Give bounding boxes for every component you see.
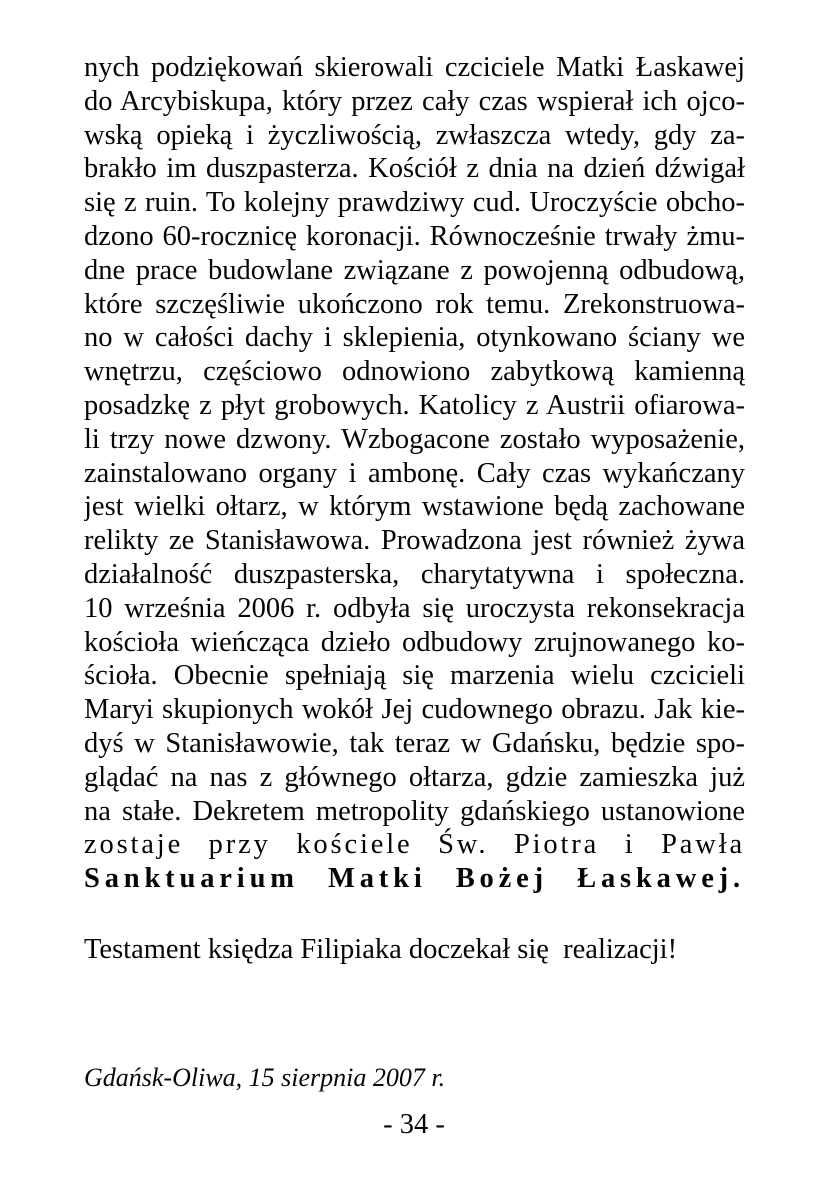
text-line: ścioła. Obecnie spełniają się marzenia wielu czcicieli [84, 660, 745, 692]
text-line: zainstalowano organy i ambonę. Cały czas wykańczany [84, 457, 745, 489]
text-line: wnętrzu, częściowo odnowiono zabytkową kamienną [84, 356, 745, 388]
text-line: na stałe. Dekretem metropolity gdańskiego ustanowione [84, 795, 745, 827]
text-line: wską opieką i życzliwością, zwłaszcza wtedy, gdy za- [84, 119, 745, 151]
text-line: Maryi skupionych wokół Jej cudownego obrazu. Jak kie- [84, 694, 745, 726]
text-line: glądać na nas z głównego ołtarza, gdzie zamieszka już [84, 761, 745, 793]
text-line: relikty ze Stanisławowa. Prowadzona jest również żywa [84, 525, 745, 557]
text-line: do Arcybiskupa, który przez cały czas wspierał ich ojco- [84, 85, 745, 117]
text-line: się z ruin. To kolejny prawdziwy cud. Uroczyście obcho- [84, 187, 745, 219]
text-line-letterspaced: zostaje przy kościele Św. Piotra i Pawła [84, 829, 745, 861]
text-line: brakło im duszpasterza. Kościół z dnia na dzień dźwigał [84, 153, 745, 185]
text-line: nych podziękowań skierowali czciciele Matki Łaskawej [84, 52, 745, 83]
closing-statement: Testament księdza Filipiaka doczekał się realizacji! [84, 934, 678, 965]
page-number: - 34 - [383, 1109, 445, 1140]
body-paragraph [84, 51, 745, 896]
text-line: działalność duszpasterska, charytatywna i społeczna. [84, 558, 745, 590]
dateline: Gdańsk-Oliwa, 15 sierpnia 2007 r. [84, 1063, 446, 1092]
sanctuary-title-line: Sanktuarium Matki Bożej Łaskawej. [84, 863, 745, 895]
text-line: kościoła wieńcząca dzieło odbudowy zrujnowanego ko- [84, 626, 745, 658]
text-line: no w całości dachy i sklepienia, otynkowano ściany we [84, 322, 745, 354]
text-line: li trzy nowe dzwony. Wzbogacone zostało wyposażenie, [84, 423, 745, 455]
text-line: posadzkę z płyt grobowych. Katolicy z Austrii ofiarowa- [84, 389, 745, 421]
text-line: 10 września 2006 r. odbyła się uroczysta rekonsekracja [84, 592, 745, 624]
text-line: jest wielki ołtarz, w którym wstawione będą zachowane [84, 491, 745, 523]
text-line: dyś w Stanisławowie, tak teraz w Gdańsku, będzie spo- [84, 727, 745, 759]
text-line: które szczęśliwie ukończono rok temu. Zrekonstruowa- [84, 288, 745, 320]
text-line: dzono 60-rocznicę koronacji. Równocześnie trwały żmu- [84, 220, 745, 252]
text-line: dne prace budowlane związane z powojenną odbudową, [84, 254, 745, 286]
